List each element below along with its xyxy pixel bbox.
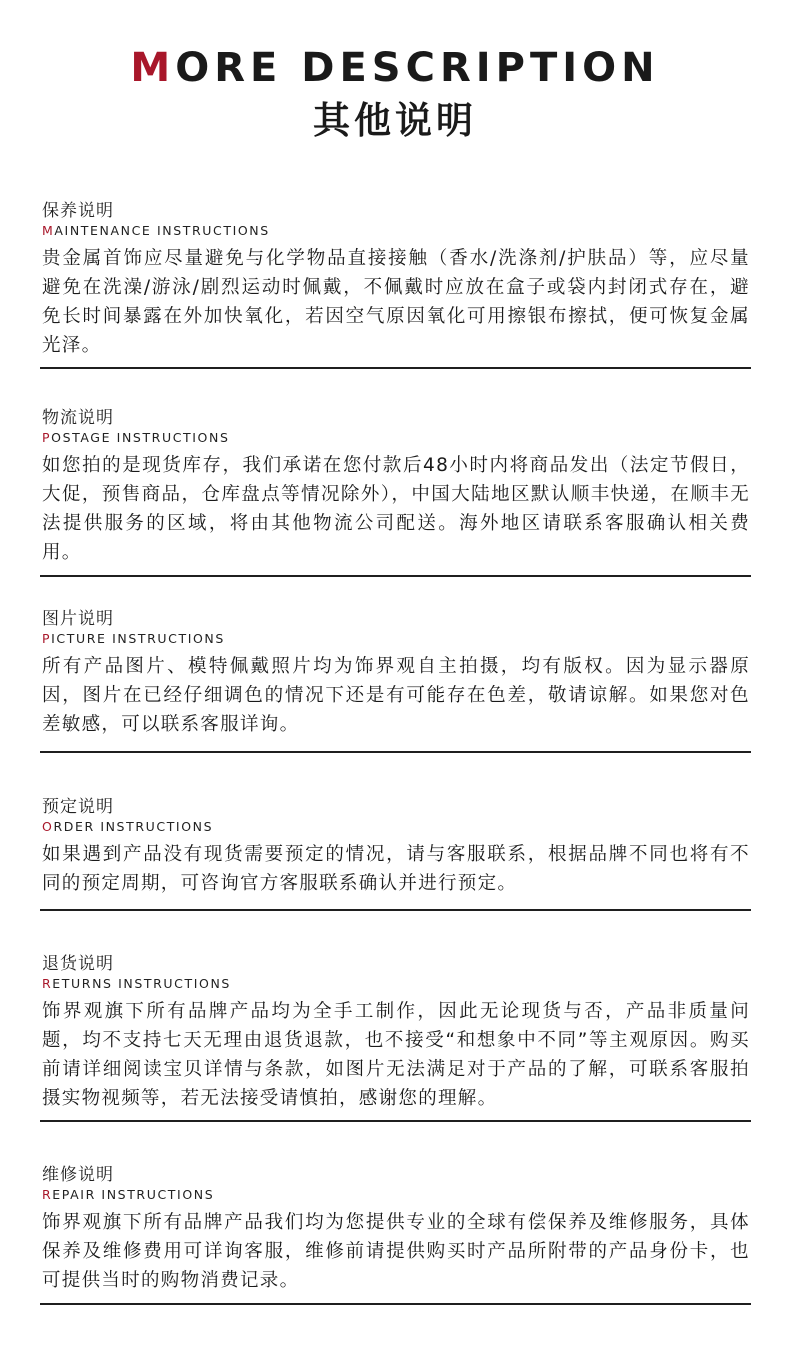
- section-title-rest: ICTURE INSTRUCTIONS: [51, 631, 225, 646]
- section-divider: [40, 367, 751, 369]
- section-picture: [42, 608, 750, 739]
- section-title-rest: RDER INSTRUCTIONS: [53, 819, 214, 834]
- page-title-cn: 其他说明: [313, 99, 477, 142]
- page-header: [0, 44, 790, 144]
- section-divider: [40, 575, 751, 577]
- section-postage: [42, 407, 750, 567]
- section-title-cn: 维修说明: [42, 1165, 114, 1185]
- section-title-en: [42, 223, 750, 239]
- section-body: 所有产品图片、模特佩戴照片均为饰界观自主拍摄，均有版权。因为显示器原因，图片在已经仔细调色的情况下还是有可能存在色差，敬请谅解。如果您对色差敏感，可以联系客服详询。: [42, 656, 750, 735]
- section-body: 饰界观旗下所有品牌产品我们均为您提供专业的全球有偿保养及维修服务，具体保养及维修费用可详询客服，维修前请提供购买时产品所附带的产品身份卡，也可提供当时的购物消费记录。: [42, 1212, 750, 1291]
- section-title-rest: AINTENANCE INSTRUCTIONS: [54, 223, 270, 238]
- title-rest: ORE DESCRIPTION: [175, 45, 660, 91]
- section-divider: [40, 1303, 751, 1305]
- section-title-initial: P: [42, 430, 52, 445]
- section-order: [42, 796, 750, 898]
- section-divider: [40, 909, 751, 911]
- section-divider: [40, 751, 751, 753]
- section-title-en: [42, 430, 750, 446]
- section-body: 饰界观旗下所有品牌产品均为全手工制作，因此无论现货与否，产品非质量问题，均不支持七天无理由退货退款，也不接受“和想象中不同”等主观原因。购买前请详细阅读宝贝详情与条款，如图片无法满足对于产品的了解，可联系客服拍摄实物视频等，若无法接受请慎拍，感谢您的理解。: [42, 1001, 750, 1109]
- section-title-initial: R: [42, 1187, 53, 1202]
- section-title-cn: 物流说明: [42, 408, 114, 428]
- section-title-cn: 退货说明: [42, 954, 114, 974]
- section-title-rest: EPAIR INSTRUCTIONS: [52, 1187, 215, 1202]
- section-title-initial: M: [42, 223, 55, 238]
- section-title-en: [42, 976, 750, 992]
- section-divider: [40, 1120, 751, 1122]
- section-title-rest: ETURNS INSTRUCTIONS: [52, 976, 231, 991]
- section-title-initial: P: [42, 631, 52, 646]
- section-title-cn: 预定说明: [42, 797, 114, 817]
- section-title-initial: R: [42, 976, 53, 991]
- section-title-rest: OSTAGE INSTRUCTIONS: [51, 430, 230, 445]
- section-title-en: [42, 631, 750, 647]
- section-title-cn: 图片说明: [42, 609, 114, 629]
- section-maintenance: [42, 200, 750, 360]
- section-body: 如您拍的是现货库存，我们承诺在您付款后48小时内将商品发出（法定节假日，大促，预售商品，仓库盘点等情况除外），中国大陆地区默认顺丰快递，在顺丰无法提供服务的区域，将由其他物流公司配送。海外地区请联系客服确认相关费用。: [42, 455, 750, 563]
- section-title-en: [42, 1187, 750, 1203]
- page-title-en: [0, 44, 790, 92]
- section-body: 贵金属首饰应尽量避免与化学物品直接接触（香水/洗涤剂/护肤品）等，应尽量避免在洗澡/游泳/剧烈运动时佩戴，不佩戴时应放在盒子或袋内封闭式存在，避免长时间暴露在外加快氧化，若因空气原因氧化可用擦银布擦拭，便可恢复金属光泽。: [42, 248, 750, 356]
- section-body: 如果遇到产品没有现货需要预定的情况，请与客服联系，根据品牌不同也将有不同的预定周期，可咨询官方客服联系确认并进行预定。: [42, 844, 750, 894]
- title-initial: M: [130, 45, 176, 91]
- section-repair: [42, 1164, 750, 1295]
- section-title-cn: 保养说明: [42, 201, 114, 221]
- section-title-en: [42, 819, 750, 835]
- section-title-initial: O: [42, 819, 54, 834]
- section-returns: [42, 953, 750, 1113]
